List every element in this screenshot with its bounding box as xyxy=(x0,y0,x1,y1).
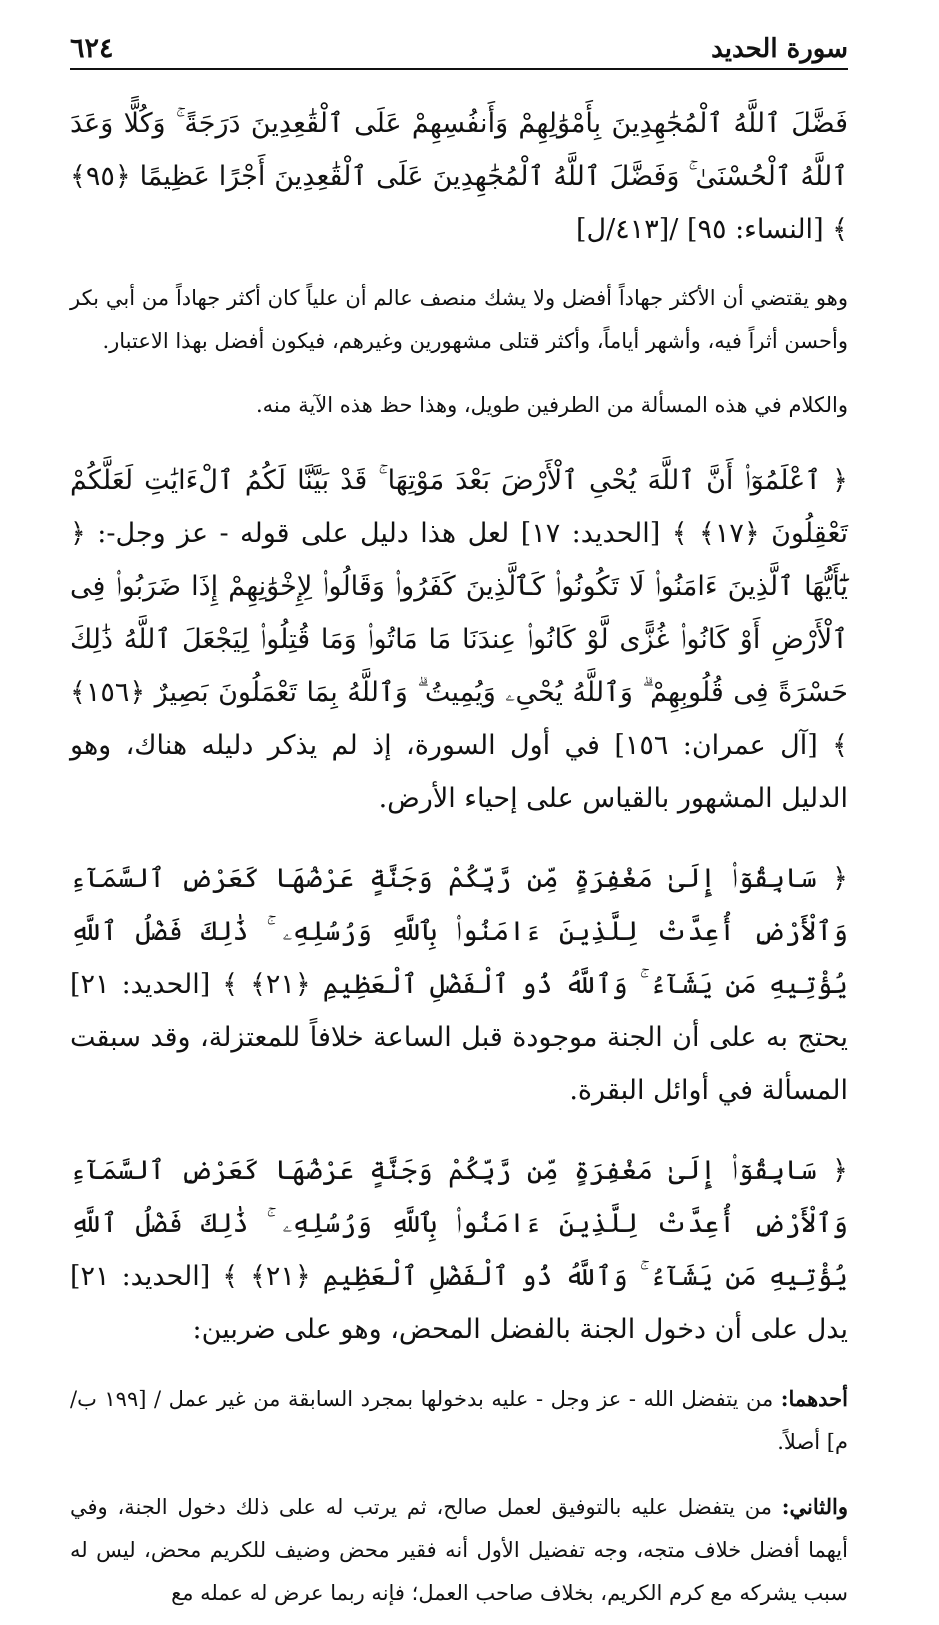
paragraph-ayah-an-nisa xyxy=(70,97,848,256)
page-header xyxy=(70,18,848,64)
header-rule xyxy=(70,68,848,70)
paragraph-text: ﴿ سَابِقُوٓا۟ إِلَىٰ مَغْفِرَةٍ مِّن رَّبِّكُمْ وَجَنَّةٍ عَرْضُهَا كَعَرْضِ ٱلسَّمَآءِ وَٱلْأَرْضِ أُعِدَّتْ لِلَّذِينَ ءَامَنُوا۟ بِٱللَّهِ وَرُسُلِهِۦ ۚ ذَٰلِكَ فَضْلُ ٱللَّهِ يُؤْتِيهِ مَن يَشَآءُ ۚ وَٱللَّهُ ذُو ٱلْفَضْلِ ٱلْعَظِيمِ ﴿٢١﴾ ﴾ [الحديد: ٢١] يدل على أن دخول الجنة بالفضل المحض، وهو على ضربين: xyxy=(70,1155,848,1345)
paragraph-first-type xyxy=(70,1377,848,1464)
paragraph-text: فَضَّلَ ٱللَّهُ ٱلْمُجَٰهِدِينَ بِأَمْوَٰلِهِمْ وَأَنفُسِهِمْ عَلَى ٱلْقَٰعِدِينَ دَرَجَةً ۚ وَكُلًّا وَعَدَ ٱللَّهُ ٱلْحُسْنَىٰ ۚ وَفَضَّلَ ٱللَّهُ ٱلْمُجَٰهِدِينَ عَلَى ٱلْقَٰعِدِينَ أَجْرًا عَظِيمًا ﴿٩٥﴾ ﴾ [النساء: ٩٥] /[٤١٣/ل] xyxy=(70,108,848,245)
paragraph-text: وهو يقتضي أن الأكثر جهاداً أفضل ولا يشك منصف عالم أن علياً كان أكثر جهاداً من أبي بكر وأحسن أثراً فيه، وأشهر أياماً، وأكثر قتلى مشهورين وغيرهم، فيكون أفضل بهذا الاعتبار. xyxy=(70,286,848,353)
paragraph-text: من يتفضل عليه بالتوفيق لعمل صالح، ثم يرتب له على ذلك دخول الجنة، وفي أيهما أفضل خلاف متجه، وجه تفضيل الأول أنه فقير محض وضيف للكريم محض، ليس له سبب يشركه مع كرم الكريم، بخلاف صاحب العمل؛ فإنه ربما عرض له عمله مع xyxy=(70,1495,848,1605)
paragraph-label: أحدهما: xyxy=(780,1386,848,1411)
paragraph-text: من يتفضل الله - عز وجل - عليه بدخولها بمجرد السابقة من غير عمل / [١٩٩ ب/م] أصلاً. xyxy=(70,1387,848,1454)
paragraph-commentary xyxy=(70,277,848,363)
paragraph-text: ﴿ سَابِقُوٓا۟ إِلَىٰ مَغْفِرَةٍ مِّن رَّبِّكُمْ وَجَنَّةٍ عَرْضُهَا كَعَرْضِ ٱلسَّمَآءِ وَٱلْأَرْضِ أُعِدَّتْ لِلَّذِينَ ءَامَنُوا۟ بِٱللَّهِ وَرُسُلِهِۦ ۚ ذَٰلِكَ فَضْلُ ٱللَّهِ يُؤْتِيهِ مَن يَشَآءُ ۚ وَٱللَّهُ ذُو ٱلْفَضْلِ ٱلْعَظِيمِ ﴿٢١﴾ ﴾ [الحديد: ٢١] يحتج به على أن الجنة موجودة قبل الساعة خلافاً للمعتزلة، وقد سبقت المسألة في أوائل البقرة. xyxy=(70,863,848,1106)
paragraph-text: والكلام في هذه المسألة من الطرفين طويل، وهذا حظ هذه الآية منه. xyxy=(256,393,848,417)
paragraph-ayah-al-hadid-21-a xyxy=(70,852,848,1117)
paragraph-ayah-al-hadid-17 xyxy=(70,454,848,825)
surah-title: سورة الحديد xyxy=(711,34,848,64)
paragraph-ayah-al-hadid-21-b xyxy=(70,1144,848,1356)
paragraph-second-type xyxy=(70,1485,848,1615)
paragraph-label: والثاني: xyxy=(781,1494,848,1519)
paragraph-text: ﴿ ٱعْلَمُوٓا۟ أَنَّ ٱللَّهَ يُحْىِ ٱلْأَرْضَ بَعْدَ مَوْتِهَا ۚ قَدْ بَيَّنَّا لَكُمُ ٱلْءَايَٰتِ لَعَلَّكُمْ تَعْقِلُونَ ﴿١٧﴾ ﴾ [الحديد: ١٧] لعل هذا دليل على قوله - عز وجل-: ﴿ يَٰٓأَيُّهَا ٱلَّذِينَ ءَامَنُوا۟ لَا تَكُونُوا۟ كَٱلَّذِينَ كَفَرُوا۟ وَقَالُوا۟ لِإِخْوَٰنِهِمْ إِذَا ضَرَبُوا۟ فِى ٱلْأَرْضِ أَوْ كَانُوا۟ غُزًّى لَّوْ كَانُوا۟ عِندَنَا مَا مَاتُوا۟ وَمَا قُتِلُوا۟ لِيَجْعَلَ ٱللَّهُ ذَٰلِكَ حَسْرَةً فِى قُلُوبِهِمْ ۗ وَٱللَّهُ يُحْىِۦ وَيُمِيتُ ۗ وَٱللَّهُ بِمَا تَعْمَلُونَ بَصِيرٌ ﴿١٥٦﴾ ﴾ [آل عمران: ١٥٦] في أول السورة، إذ لم يذكر دليله هناك، وهو الدليل المشهور بالقياس على إحياء الأرض. xyxy=(70,465,848,814)
book-page xyxy=(70,18,848,1625)
page-number: ٦٢٤ xyxy=(70,33,114,64)
paragraph-conclusion xyxy=(70,384,848,427)
